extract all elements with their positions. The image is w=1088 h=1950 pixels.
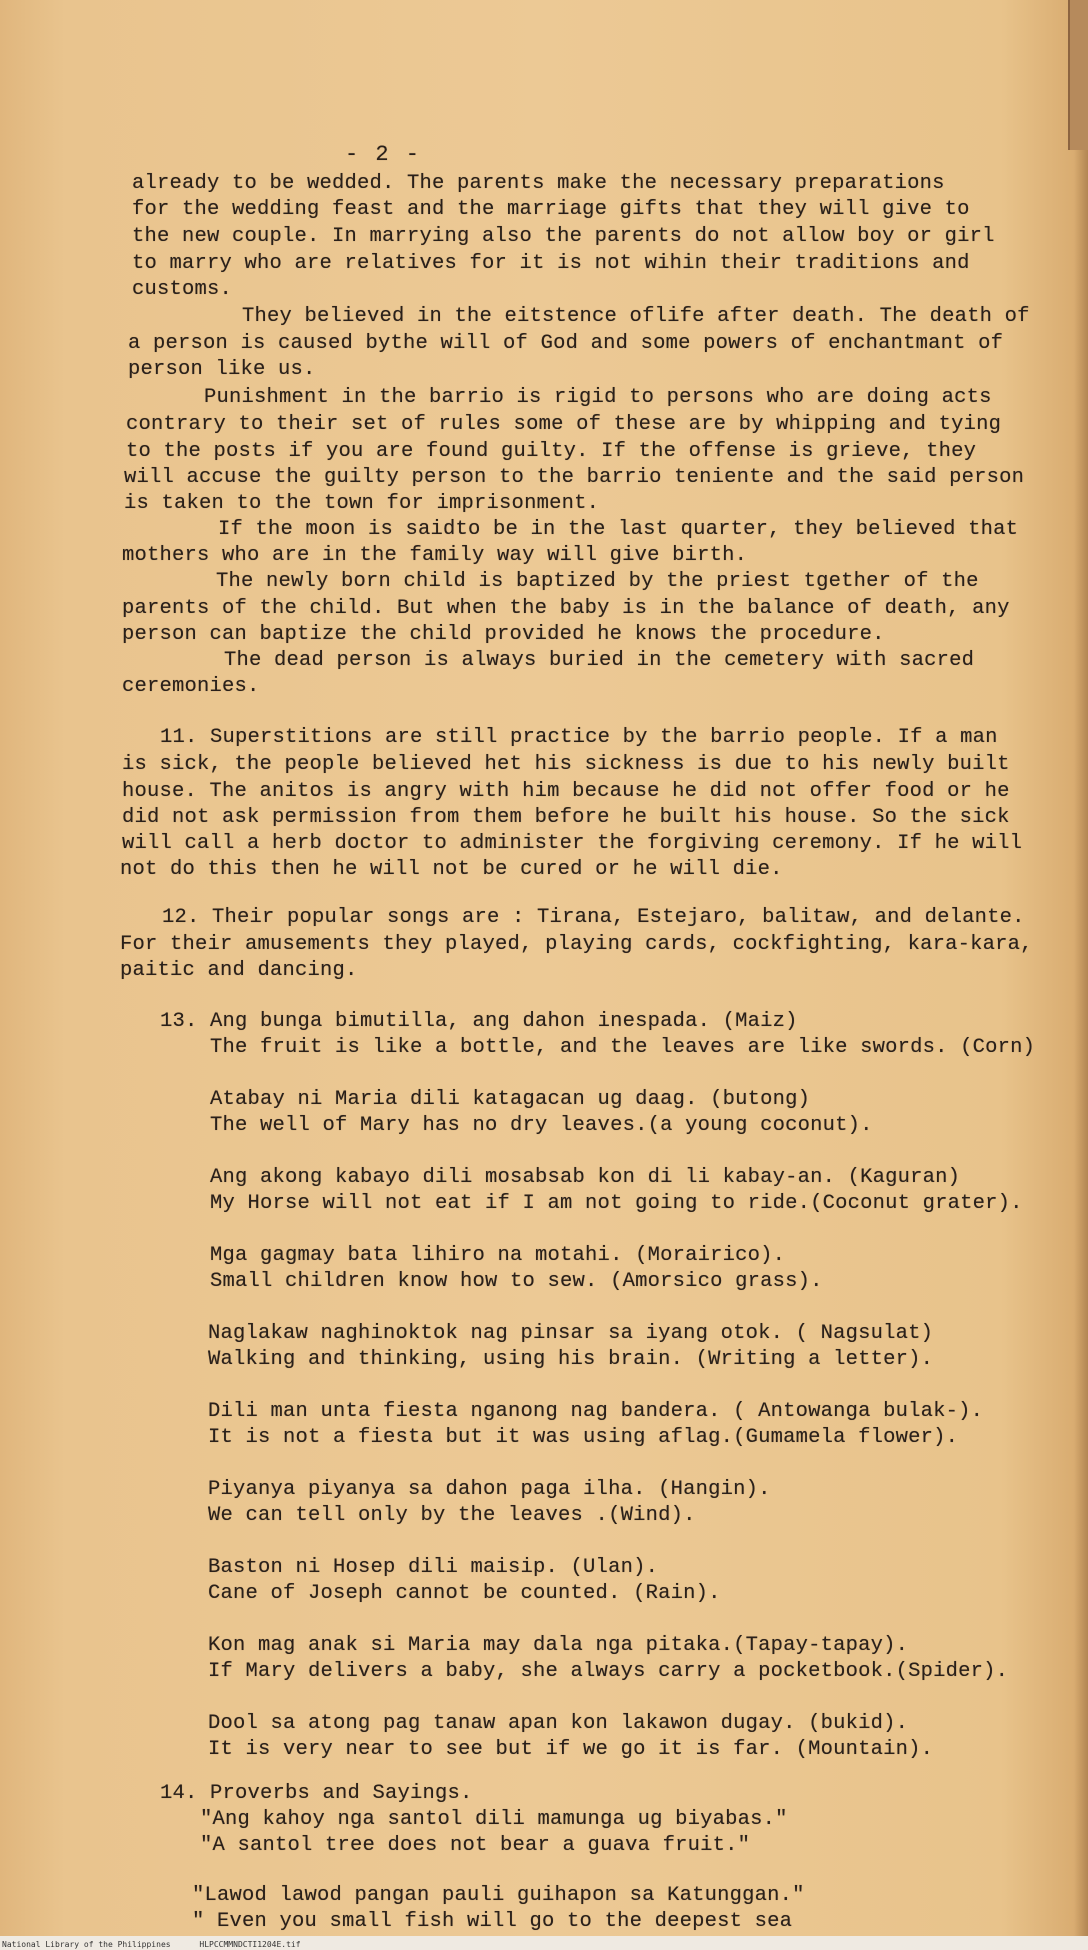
text-line: contrary to their set of rules some of these are by whipping and tying — [126, 413, 1002, 436]
text-line: Walking and thinking, using his brain. (Writing a letter). — [208, 1348, 934, 1371]
text-line: Cane of Joseph cannot be counted. (Rain). — [208, 1582, 721, 1605]
text-line: If Mary delivers a baby, she always carry a pocketbook.(Spider). — [208, 1660, 1009, 1683]
text-line: It is very near to see but if we go it is far. (Mountain). — [208, 1738, 934, 1761]
text-line: Naglakaw naghinoktok nag pinsar sa iyang otok. ( Nagsulat) — [208, 1322, 934, 1345]
text-line: Punishment in the barrio is rigid to persons who are doing acts — [204, 386, 992, 409]
text-line: My Horse will not eat if I am not going to ride.(Coconut grater). — [210, 1192, 1023, 1215]
page-number: - 2 - — [345, 142, 422, 167]
text-line: " Even you small fish will go to the deepest sea — [192, 1910, 793, 1933]
text-line: For their amusements they played, playing cards, cockfighting, kara-kara, — [120, 933, 1033, 956]
text-line: "A santol tree does not bear a guava fruit." — [200, 1834, 751, 1857]
text-line: The fruit is like a bottle, and the leaves are like swords. (Corn) — [210, 1036, 1036, 1059]
text-line: Dili man unta fiesta nganong nag bandera. ( Antowanga bulak-). — [208, 1400, 984, 1423]
text-line: the new couple. In marrying also the parents do not allow boy or girl — [132, 225, 995, 248]
text-line: mothers who are in the family way will give birth. — [122, 544, 748, 567]
text-line: person like us. — [128, 358, 316, 381]
text-line: is taken to the town for imprisonment. — [124, 492, 600, 515]
page-edge-shadow — [1074, 0, 1088, 1950]
text-line: The newly born child is baptized by the priest tgether of the — [216, 570, 979, 593]
text-line: paitic and dancing. — [120, 959, 358, 982]
text-line: They believed in the eitstence oflife after death. The death of — [242, 305, 1030, 328]
text-line: did not ask permission from them before he built his house. So the sick — [122, 806, 1010, 829]
text-line: If the moon is saidto be in the last quarter, they believed that — [218, 518, 1019, 541]
text-line: will accuse the guilty person to the barrio teniente and the said person — [124, 466, 1025, 489]
text-line: house. The anitos is angry with him because he did not offer food or he — [122, 780, 1010, 803]
binding-tab — [1068, 0, 1088, 150]
text-line: Kon mag anak si Maria may dala nga pitaka.(Tapay-tapay). — [208, 1634, 909, 1657]
text-line: already to be wedded. The parents make the necessary preparations — [132, 172, 945, 195]
text-line: Dool sa atong pag tanaw apan kon lakawon dugay. (bukid). — [208, 1712, 909, 1735]
text-line: 13. Ang bunga bimutilla, ang dahon inespada. (Maiz) — [160, 1010, 798, 1033]
text-line: will call a herb doctor to administer the forgiving ceremony. If he will — [122, 832, 1023, 855]
text-line: It is not a fiesta but it was using aflag.(Gumamela flower). — [208, 1426, 959, 1449]
text-line: Atabay ni Maria dili katagacan ug daag. (butong) — [210, 1088, 811, 1111]
text-line: 12. Their popular songs are : Tirana, Estejaro, balitaw, and delante. — [162, 906, 1025, 929]
text-line: Piyanya piyanya sa dahon paga ilha. (Hangin). — [208, 1478, 771, 1501]
text-line: Mga gagmay bata lihiro na motahi. (Morairico). — [210, 1244, 786, 1267]
text-line: Small children know how to sew. (Amorsico grass). — [210, 1270, 823, 1293]
text-line: customs. — [132, 278, 233, 301]
text-line: Baston ni Hosep dili maisip. (Ulan). — [208, 1556, 659, 1579]
text-line: a person is caused bythe will of God and some powers of enchantmant of — [128, 332, 1004, 355]
text-line: We can tell only by the leaves .(Wind). — [208, 1504, 696, 1527]
text-line: for the wedding feast and the marriage gifts that they will give to — [132, 198, 970, 221]
text-line: 14. Proverbs and Sayings. — [160, 1782, 473, 1805]
text-line: "Lawod lawod pangan pauli guihapon sa Katunggan." — [192, 1884, 805, 1907]
text-line: Ang akong kabayo dili mosabsab kon di li kabay-an. (Kaguran) — [210, 1166, 961, 1189]
text-line: is sick, the people believed het his sickness is due to his newly built — [122, 753, 1010, 776]
text-line: not do this then he will not be cured or he will die. — [120, 858, 783, 881]
text-line: 11. Superstitions are still practice by the barrio people. If a man — [160, 726, 998, 749]
footer-library: National Library of the Philippines — [2, 1940, 171, 1949]
footer — [2, 1940, 325, 1949]
text-line: parents of the child. But when the baby is in the balance of death, any — [122, 597, 1010, 620]
text-line: The dead person is always buried in the cemetery with sacred — [224, 649, 975, 672]
text-line: The well of Mary has no dry leaves.(a young coconut). — [210, 1114, 873, 1137]
text-line: ceremonies. — [122, 675, 260, 698]
footer-file-id: HLPCCMMNDCTI1204E.tif — [199, 1940, 301, 1949]
text-line: "Ang kahoy nga santol dili mamunga ug biyabas." — [200, 1808, 788, 1831]
text-line: to the posts if you are found guilty. If the offense is grieve, they — [126, 440, 977, 463]
text-line: person can baptize the child provided he knows the procedure. — [122, 623, 885, 646]
text-line: to marry who are relatives for it is not wihin their traditions and — [132, 252, 970, 275]
